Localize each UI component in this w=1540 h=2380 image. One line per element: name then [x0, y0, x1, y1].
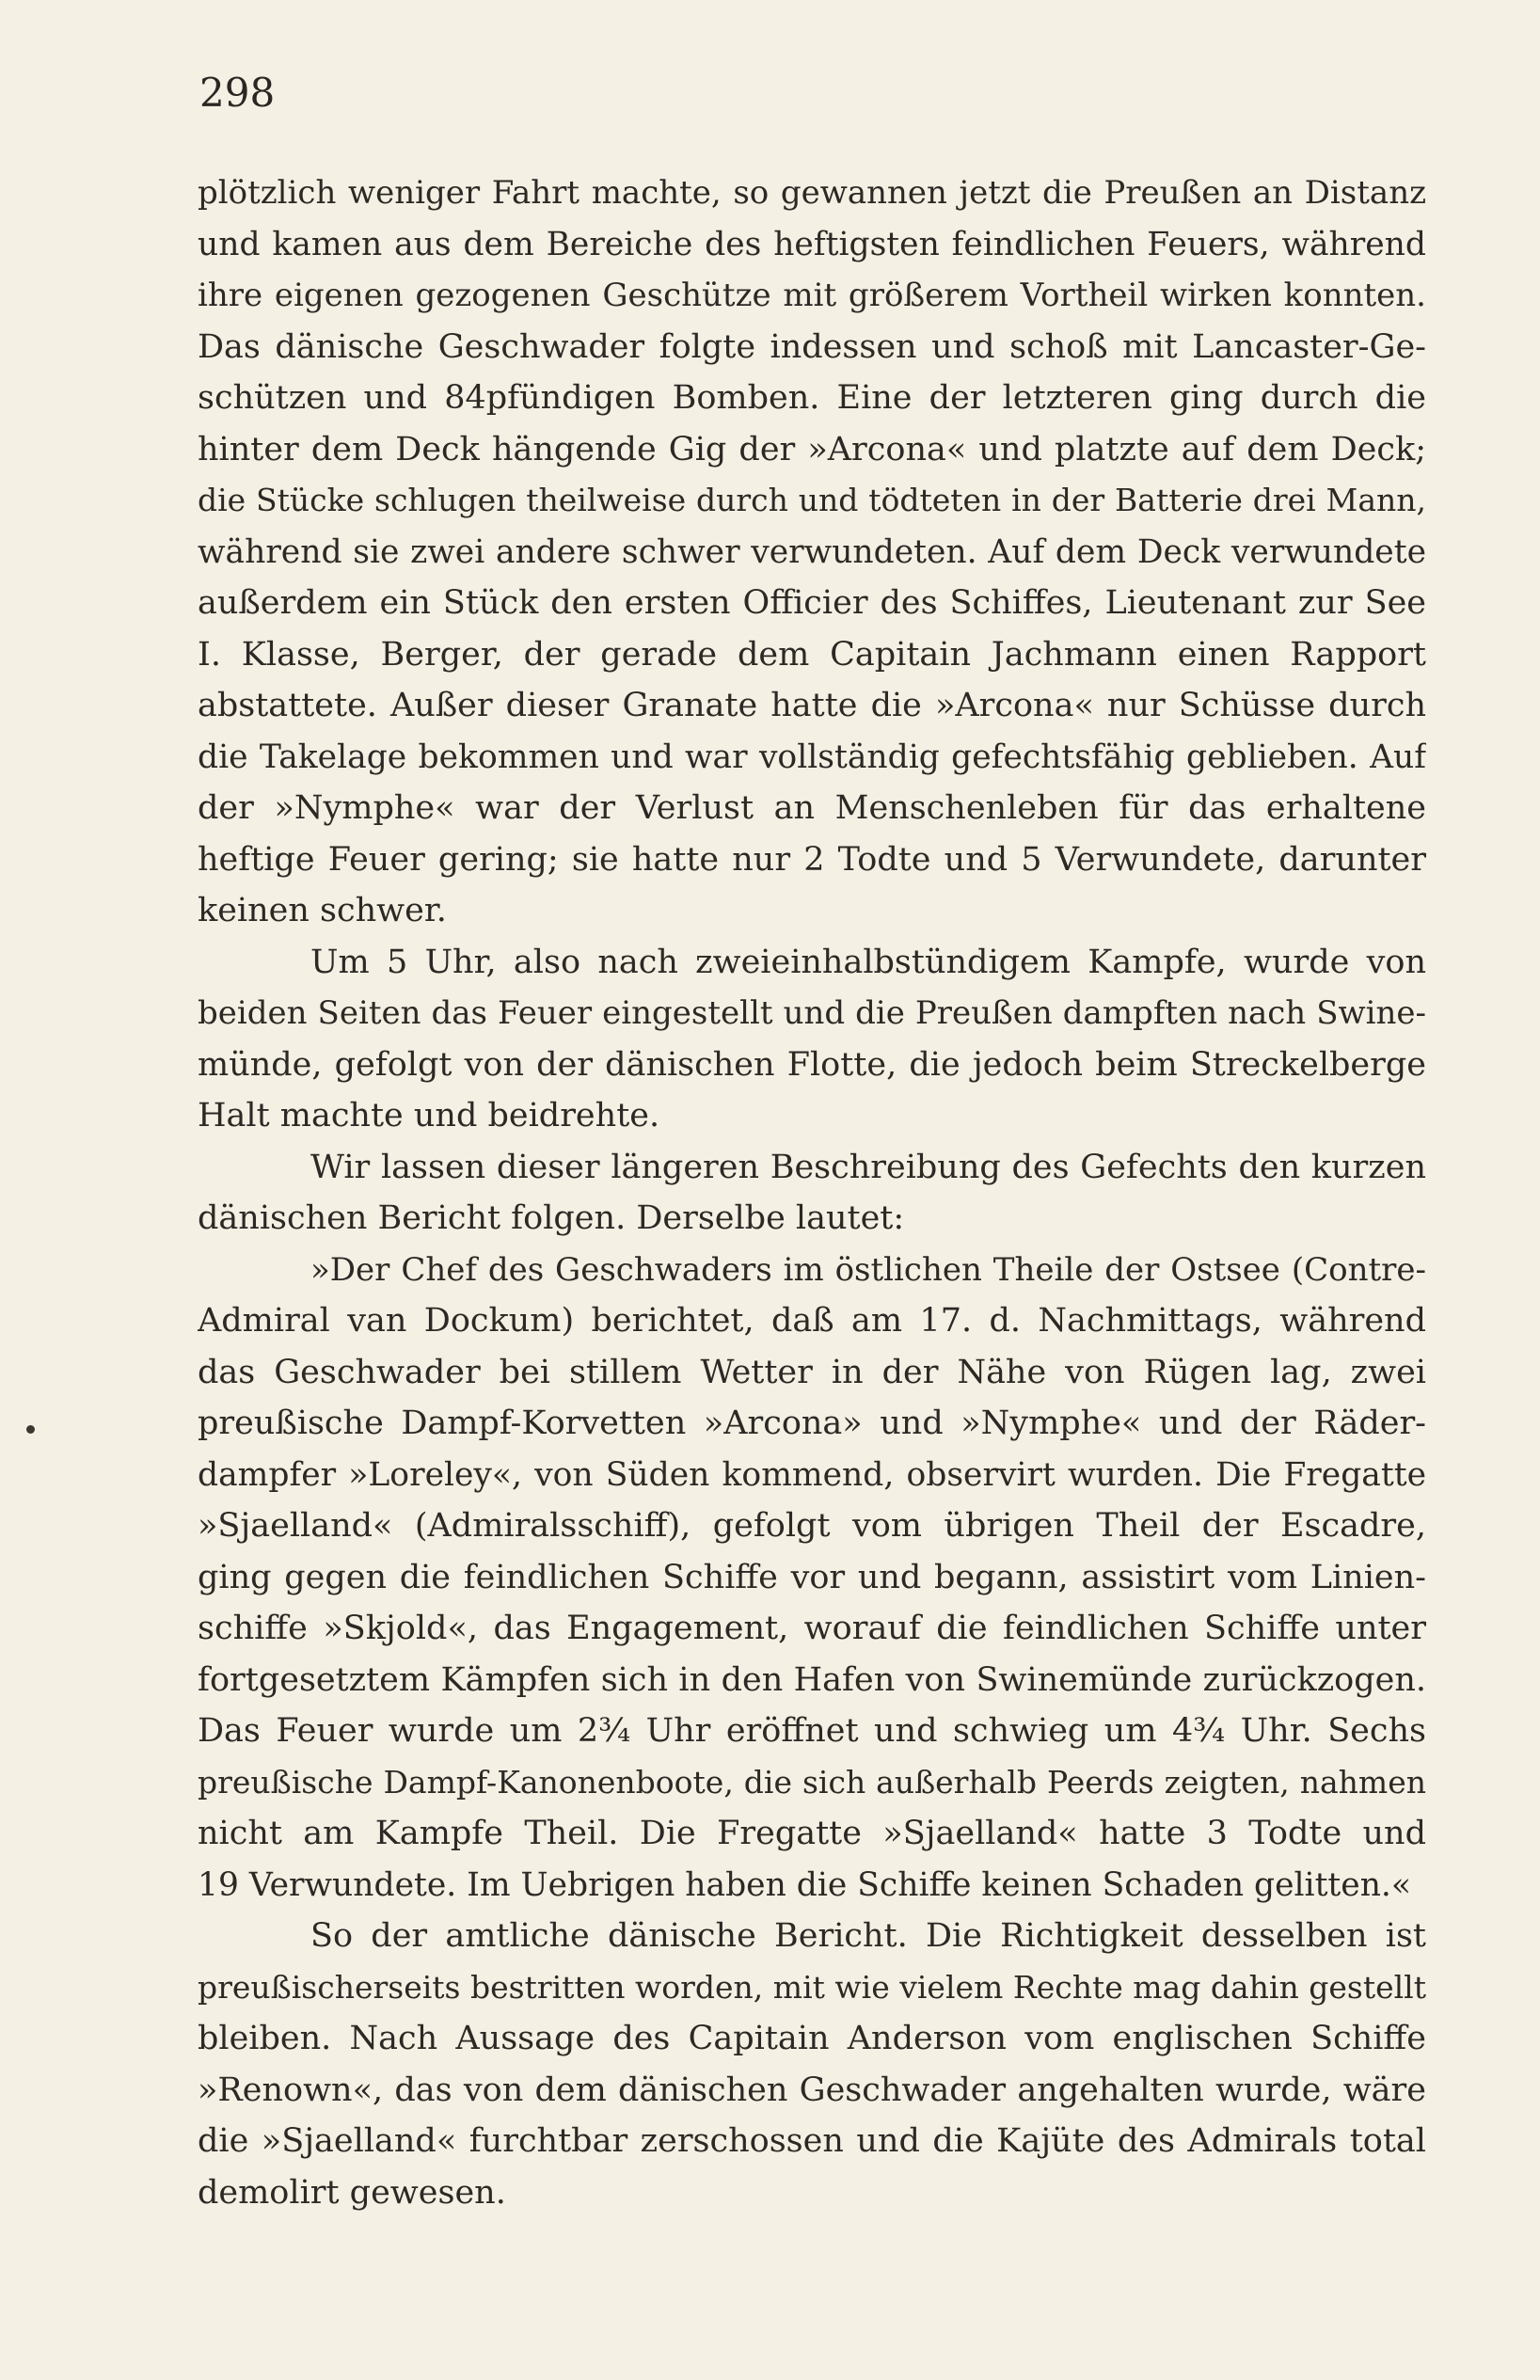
text-line: außerdem ein Stück den ersten Officier des Schiffes, Lieutenant zur See: [198, 584, 1426, 622]
text-line: Das dänische Geschwader folgte indessen und schoß mit Lancaster-Ge-: [198, 327, 1426, 366]
text-line: beiden Seiten das Feuer eingestellt und die Preußen dampften nach Swine-: [198, 994, 1426, 1032]
text-line: ging gegen die feindlichen Schiffe vor und begann, assistirt vom Linien-: [198, 1558, 1426, 1596]
text-line: schiffe »Skjold«, das Engagement, worauf die feindlichen Schiffe unter: [198, 1610, 1426, 1647]
text-line: die Stücke schlugen theilweise durch und tödteten in der Batterie drei Mann,: [198, 482, 1426, 518]
text-line: »Sjaelland« (Admiralsschiff), gefolgt vom übrigen Theil der Escadre,: [198, 1507, 1426, 1545]
text-line: Das Feuer wurde um 2¾ Uhr eröffnet und schwieg um 4¾ Uhr. Sechs: [198, 1712, 1426, 1750]
body-text: [198, 167, 1426, 2218]
text-line: Um 5 Uhr, also nach zweieinhalbstündigem Kampfe, wurde von: [310, 943, 1426, 981]
text-line: der »Nymphe« war der Verlust an Menschenleben für das erhaltene: [198, 789, 1426, 827]
text-line: münde, gefolgt von der dänischen Flotte, die jedoch beim Streckelberge: [198, 1045, 1426, 1084]
text-line: demolirt gewesen.: [198, 2173, 506, 2212]
text-line: So der amtliche dänische Bericht. Die Richtigkeit desselben ist: [310, 1917, 1426, 1955]
text-line: »Der Chef des Geschwaders im östlichen Theile der Ostsee (Contre-: [310, 1250, 1426, 1289]
text-line: die Takelage bekommen und war vollständig gefechtsfähig geblieben. Auf: [198, 738, 1426, 776]
text-line: »Renown«, das von dem dänischen Geschwader angehalten wurde, wäre: [198, 2071, 1426, 2109]
text-line: abstattete. Außer dieser Granate hatte die »Arcona« nur Schüsse durch: [198, 687, 1426, 724]
text-line: schützen und 84pfündigen Bomben. Eine der letzteren ging durch die: [198, 379, 1426, 417]
stray-ink-mark: [26, 1425, 35, 1434]
text-line: während sie zwei andere schwer verwundeten. Auf dem Deck verwundete: [198, 532, 1426, 571]
text-line: Admiral van Dockum) berichtet, daß am 17. d. Nachmittags, während: [198, 1302, 1426, 1340]
text-line: heftige Feuer gering; sie hatte nur 2 Todte und 5 Verwundete, darunter: [198, 840, 1426, 879]
text-line: nicht am Kampfe Theil. Die Fregatte »Sjaelland« hatte 3 Todte und: [198, 1815, 1426, 1852]
text-line: preußischerseits bestritten worden, mit wie vielem Rechte mag dahin gestellt: [198, 1968, 1426, 2006]
text-line: preußische Dampf-Korvetten »Arcona» und »Nymphe« und der Räder-: [198, 1404, 1426, 1442]
text-line: hinter dem Deck hängende Gig der »Arcona« und platzte auf dem Deck;: [198, 430, 1426, 468]
text-line: ihre eigenen gezogenen Geschütze mit größerem Vortheil wirken konnten.: [198, 277, 1426, 314]
text-line: fortgesetztem Kämpfen sich in den Hafen von Swinemünde zurückzogen.: [198, 1660, 1426, 1699]
text-line: plötzlich weniger Fahrt machte, so gewannen jetzt die Preußen an Distanz: [198, 174, 1426, 212]
text-line: die »Sjaelland« furchtbar zerschossen und die Kajüte des Admirals total: [198, 2122, 1426, 2160]
text-line: dampfer »Loreley«, von Süden kommend, observirt wurden. Die Fregatte: [198, 1455, 1426, 1494]
text-line: das Geschwader bei stillem Wetter in der Nähe von Rügen lag, zwei: [198, 1353, 1426, 1391]
text-line: keinen schwer.: [198, 892, 447, 929]
text-line: dänischen Bericht folgen. Derselbe lautet:: [198, 1199, 905, 1237]
text-line: preußische Dampf-Kanonenboote, die sich außerhalb Peerds zeigten, nahmen: [198, 1763, 1426, 1801]
text-line: I. Klasse, Berger, der gerade dem Capitain Jachmann einen Rapport: [198, 635, 1426, 674]
text-line: Wir lassen dieser längeren Beschreibung des Gefechts den kurzen: [310, 1148, 1426, 1186]
page-number: 298: [199, 70, 276, 116]
text-line: und kamen aus dem Bereiche des heftigsten feindlichen Feuers, während: [198, 225, 1426, 263]
text-line: Halt machte und beidrehte.: [198, 1097, 660, 1134]
text-line: 19 Verwundete. Im Uebrigen haben die Schiffe keinen Schaden gelitten.«: [198, 1865, 1412, 1904]
text-line: bleiben. Nach Aussage des Capitain Anderson vom englischen Schiffe: [198, 2020, 1426, 2057]
